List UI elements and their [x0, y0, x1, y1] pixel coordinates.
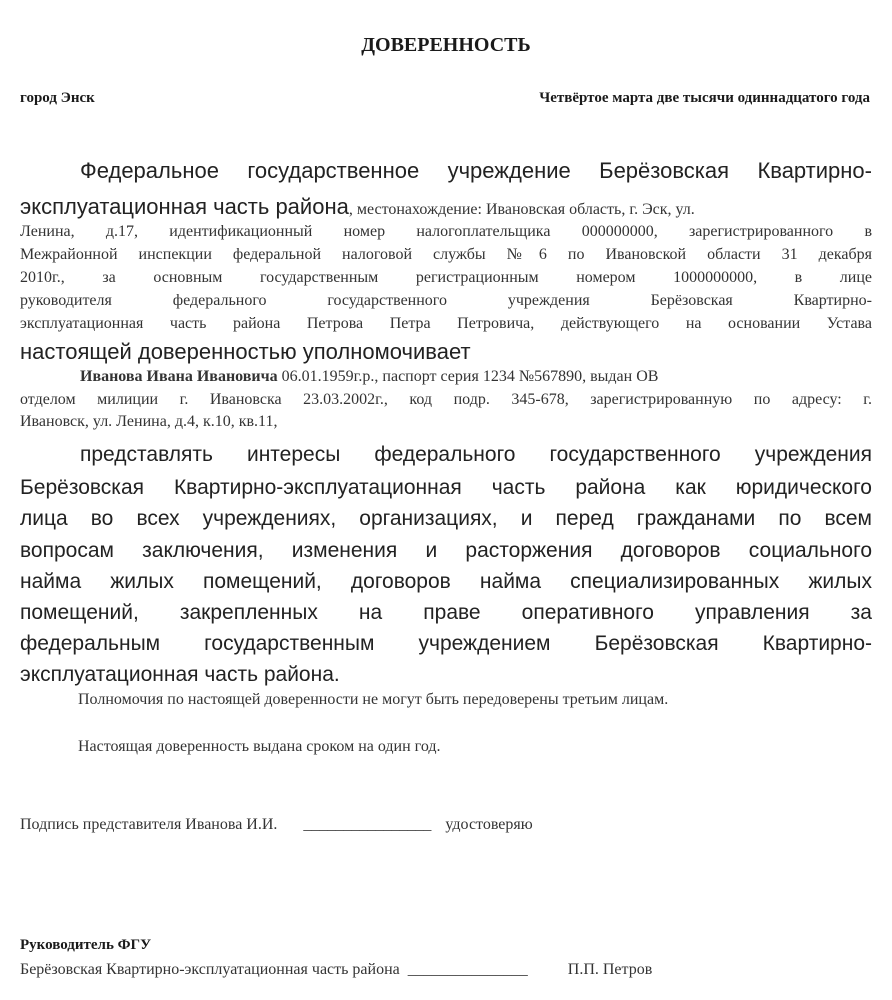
- text-line: руководителя федерального государственного учреждения Берёзовская Квартирно-: [20, 292, 872, 309]
- representative-name: Иванова Ивана Ивановича: [80, 368, 278, 385]
- text-line: 2010г., за основным государственным регистрационным номером 1000000000, в лице: [20, 269, 872, 286]
- head-signature-line: _______________: [407, 961, 528, 978]
- text-line: Ивановск, ул. Ленина, д.4, к.10, кв.11,: [20, 413, 278, 430]
- certify-label: удостоверяю: [445, 816, 533, 833]
- head-title: Руководитель ФГУ: [20, 937, 152, 953]
- text-line: найма жилых помещений, договоров найма специализированных жилых: [20, 570, 872, 593]
- text-segment: эксплуатационная часть района: [20, 194, 349, 219]
- text-line: помещений, закрепленных на праве оперативного управления за: [20, 601, 872, 624]
- signature-row: [20, 816, 533, 834]
- text-line: Межрайонной инспекции федеральной налоговой службы №6 по Ивановской области 31 декабря: [20, 246, 872, 263]
- date: Четвёртое марта две тысячи одиннадцатого года: [539, 90, 870, 106]
- text-line: эксплуатационная часть района.: [20, 663, 340, 686]
- text-line: представлять интересы федерального государственного учреждения: [80, 443, 872, 466]
- text-line: отделом милиции г. Ивановска 23.03.2002г., код подр. 345-678, зарегистрированную по адресу: г.: [20, 391, 872, 408]
- text-segment: 06.01.1959г.р., паспорт серия 1234 №567890, выдан ОВ: [277, 368, 659, 385]
- no-redelegation-clause: Полномочия по настоящей доверенности не могут быть передоверены третьим лицам.: [78, 691, 669, 708]
- city: город Энск: [20, 90, 95, 106]
- text-line: настоящей доверенностью уполномочивает: [20, 339, 471, 364]
- text-segment: , местонахождение: Ивановская область, г. Эск, ул.: [348, 201, 695, 218]
- text-line: федеральным государственным учреждением Берёзовская Квартирно-: [20, 632, 872, 655]
- text-line: вопросам заключения, изменения и расторжения договоров социального: [20, 539, 872, 562]
- head-name: П.П. Петров: [567, 961, 653, 978]
- text-line: Берёзовская Квартирно-эксплуатационная часть района как юридического: [20, 476, 872, 499]
- text-line: лица во всех учреждениях, организациях, и перед гражданами по всем: [20, 507, 872, 530]
- signature-label: Подпись представителя Иванова И.И.: [20, 816, 278, 833]
- document-title: ДОВЕРЕННОСТЬ: [361, 34, 531, 56]
- text-line: эксплуатационная часть района Петрова Петра Петровича, действующего на основании Устава: [20, 315, 872, 332]
- head-org-row: [20, 961, 652, 979]
- text-line: Федеральное государственное учреждение Берёзовская Квартирно-: [80, 158, 872, 183]
- text-line: [80, 368, 872, 386]
- text-line: Ленина, д.17, идентификационный номер налогоплательщика 000000000, зарегистрированного в: [20, 223, 872, 240]
- validity-term: Настоящая доверенность выдана сроком на один год.: [78, 738, 441, 755]
- text-line: [20, 194, 872, 220]
- head-org: Берёзовская Квартирно-эксплуатационная часть района: [20, 961, 400, 978]
- signature-line: ________________: [303, 816, 432, 833]
